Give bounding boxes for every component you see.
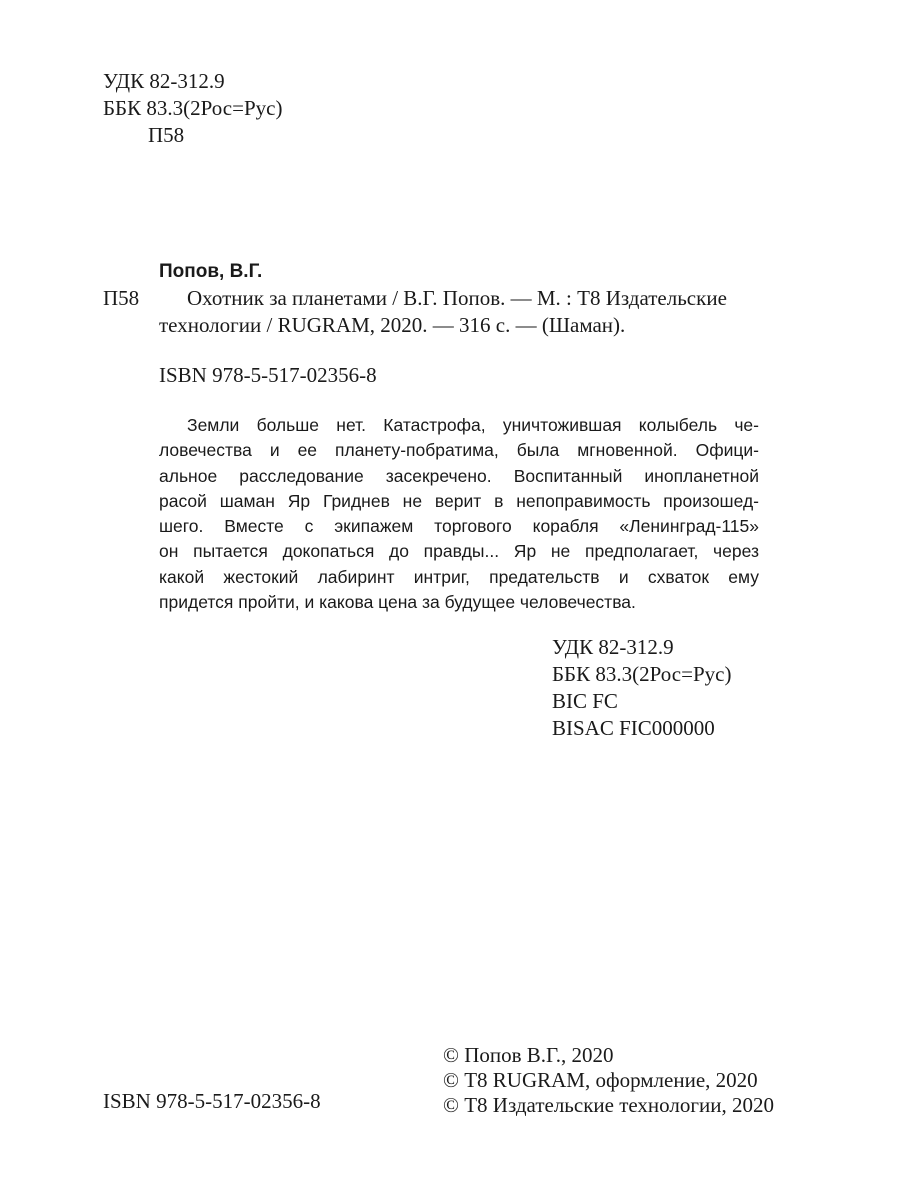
copyright-block (443, 1042, 774, 1117)
udk-code: УДК 82-312.9 (103, 69, 225, 93)
annotation-line: какой жестокий лабиринт интриг, предательств и схваток ему (159, 566, 759, 587)
annotation (159, 413, 759, 615)
annotation-line: альное расследование засекречено. Воспитанный инопланетной (159, 465, 759, 486)
author-cutter-code: П58 (148, 123, 185, 147)
bic-code: BIC FC (552, 689, 618, 713)
author-name: Попов, В.Г. (159, 261, 263, 282)
entry-cutter-code: П58 (103, 286, 140, 310)
annotation-line: расой шаман Яр Гриднев не верит в непоправимость произошед- (159, 490, 759, 511)
classification-codes (552, 634, 731, 742)
biblio-line: Охотник за планетами / В.Г. Попов. — М. : Т8 Издательские (187, 286, 727, 310)
copyright-line: © Т8 Издательские технологии, 2020 (443, 1093, 774, 1117)
annotation-line: шего. Вместе с экипажем торгового корабля «Ленинград-115» (159, 516, 759, 537)
footer-isbn: ISBN 978-5-517-02356-8 (103, 1089, 321, 1113)
annotation-line: он пытается докопаться до правды... Яр не предполагает, через (159, 541, 759, 562)
bbk-code: ББК 83.3(2Рос=Рус) (103, 96, 283, 120)
copyright-line: © Т8 RUGRAM, оформление, 2020 (443, 1068, 758, 1092)
isbn: ISBN 978-5-517-02356-8 (159, 363, 377, 387)
annotation-line: Земли больше нет. Катастрофа, уничтожившая колыбель че- (187, 415, 759, 435)
bisac-code: BISAC FIC000000 (552, 716, 715, 740)
annotation-line: придется пройти, и какова цена за будущее человечества. (159, 592, 636, 613)
bbk-code: ББК 83.3(2Рос=Рус) (552, 662, 732, 686)
copyright-line: © Попов В.Г., 2020 (443, 1043, 614, 1067)
top-classification-codes (103, 68, 282, 149)
biblio-line: технологии / RUGRAM, 2020. — 316 с. — (Шаман). (159, 313, 626, 337)
annotation-line: ловечества и ее планету-побратима, была мгновенной. Офици- (159, 440, 759, 461)
udk-code: УДК 82-312.9 (552, 635, 674, 659)
bibliographic-description (159, 285, 759, 339)
